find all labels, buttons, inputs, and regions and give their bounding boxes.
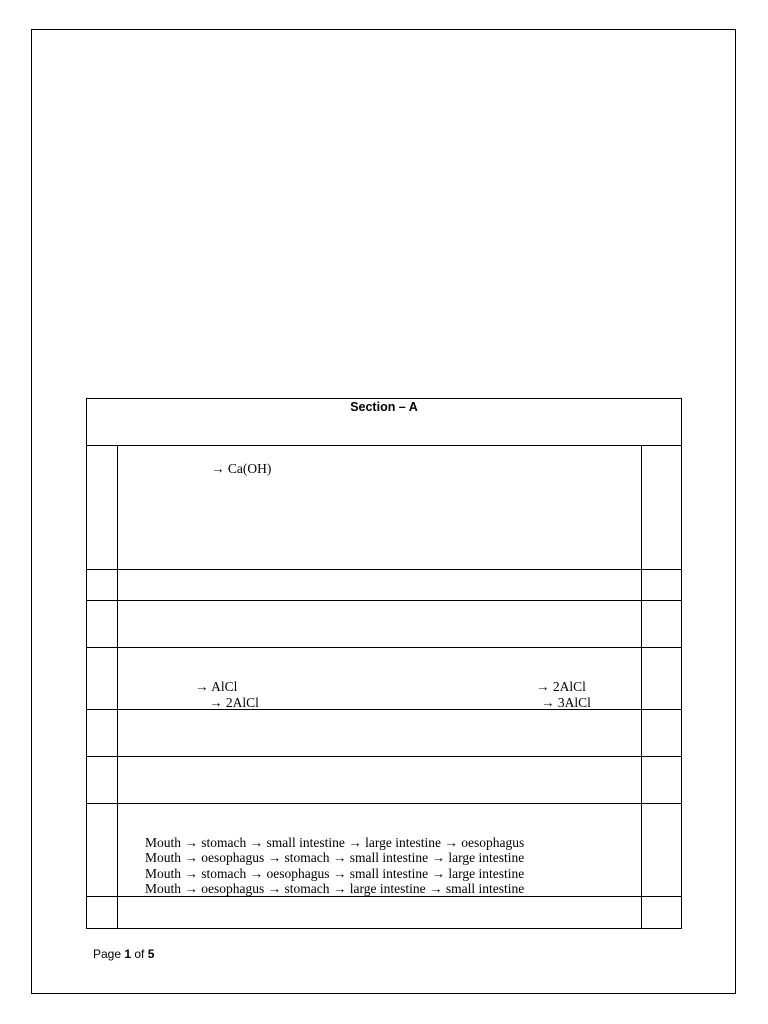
- marks-cell: [641, 601, 681, 647]
- question-table: [86, 445, 682, 929]
- question-row-4: [87, 648, 681, 710]
- section-title: Section – A: [350, 400, 418, 414]
- question-number-cell: [87, 648, 118, 709]
- q7-option-a: Mouth → stomach → small intestine → large intestine → oesophagus: [145, 835, 525, 850]
- q7-option-b: Mouth → oesophagus → stomach → small intestine → large intestine: [145, 850, 525, 865]
- question-number-cell: [87, 601, 118, 647]
- marks-cell: [641, 648, 681, 709]
- question-row-8: [87, 897, 681, 929]
- q7-option-c: Mouth → stomach → oesophagus → small intestine → large intestine: [145, 866, 525, 881]
- q4-option-d: → 3AlCl: [541, 695, 591, 710]
- q1-equation: → Ca(OH): [211, 461, 272, 476]
- q7-option-d: Mouth → oesophagus → stomach → large intestine → small intestine: [145, 881, 525, 896]
- footer-page-number: 1: [124, 947, 132, 961]
- marks-cell: [641, 804, 681, 896]
- marks-cell: [641, 897, 681, 928]
- marks-cell: [641, 710, 681, 756]
- q4-option-a: → AlCl: [195, 679, 238, 694]
- q4-option-c: → 2AlCl: [536, 679, 586, 694]
- page-footer: [93, 947, 154, 961]
- question-row-5: [87, 710, 681, 757]
- marks-cell: [641, 445, 681, 569]
- marks-cell: [641, 757, 681, 803]
- section-header: [86, 398, 682, 446]
- question-number-cell: [87, 710, 118, 756]
- question-number-cell: [87, 757, 118, 803]
- question-row-3: [87, 601, 681, 648]
- question-number-cell: [87, 804, 118, 896]
- footer-middle: of: [131, 947, 148, 961]
- question-row-6: [87, 757, 681, 804]
- q4-option-b: → 2AlCl: [209, 695, 259, 710]
- question-number-cell: [87, 445, 118, 569]
- footer-total-pages: 5: [147, 947, 155, 961]
- question-number-cell: [87, 570, 118, 600]
- question-row-1: [87, 445, 681, 570]
- question-row-2: [87, 570, 681, 601]
- question-number-cell: [87, 897, 118, 928]
- question-row-7: [87, 804, 681, 897]
- footer-prefix: Page: [93, 947, 125, 961]
- marks-cell: [641, 570, 681, 600]
